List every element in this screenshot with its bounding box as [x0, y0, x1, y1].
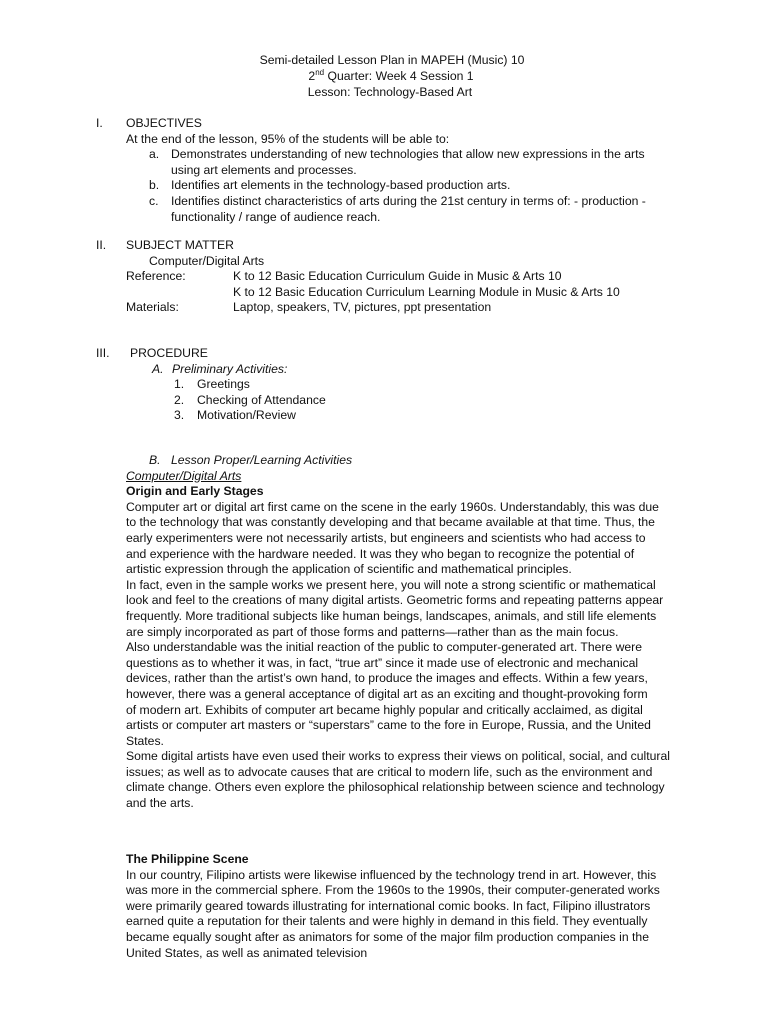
- topic-heading: Computer/Digital Arts: [126, 468, 242, 483]
- section-numeral: III.: [96, 346, 110, 360]
- list-item: b. Identifies art elements in the technology-based production arts.: [149, 178, 511, 193]
- objectives-intro: At the end of the lesson, 95% of the students will be able to:: [126, 131, 450, 146]
- list-item: 2. Checking of Attendance: [174, 392, 326, 407]
- subsection-title: Lesson Proper/Learning Activities: [171, 453, 353, 467]
- materials-label: Materials:: [126, 300, 179, 315]
- subsection-marker: A.: [152, 361, 164, 376]
- objectives-section: [0, 116, 768, 225]
- procedure-section: [0, 346, 768, 424]
- list-item: c. Identifies distinct characteristics of arts during the 21st century in terms of: - production - functionality / range of audience reach.: [149, 193, 646, 224]
- lesson-proper-section: [0, 453, 768, 812]
- origin-body: [126, 500, 674, 812]
- reference-label: Reference:: [126, 269, 186, 284]
- section-numeral: II.: [96, 238, 107, 252]
- ordinal-suffix: nd: [315, 67, 325, 77]
- lesson-plan-title: Semi-detailed Lesson Plan in MAPEH (Music) 10: [259, 53, 525, 67]
- paragraph: Some digital artists have even used their works to express their views on political, social, and cultural issues; as well as to advocate causes that are critical to modern life, such as the environment and climate change. Others even explore the philosophical relationship between science and technology and the arts.: [126, 749, 670, 811]
- lesson-line: Lesson: Technology-Based Art: [307, 85, 473, 99]
- philippine-heading: The Philippine Scene: [126, 852, 249, 866]
- origin-heading: Origin and Early Stages: [126, 484, 264, 499]
- document-header: [0, 53, 768, 101]
- paragraph: Computer art or digital art first came on the scene in the early 1960s. Understandably, this was due to the technology that was constantly developing and that became available at that time. Thus, the early experimenters were not necessarily artists, but engineers and scientists who had access to and experience with the hardware needed. It was they who began to recognize the potential of artistic expression through the application of scientific and mathematical principles.: [126, 499, 659, 577]
- subject-matter-section: [0, 238, 768, 316]
- paragraph: Also understandable was the initial reaction of the public to computer-generated art. There were questions as to whether it was, in fact, “true art” since it made use of electronic and mechanical devices, rather than the artist’s own hand, to produce the images and effects. Within a few years, however, there was a general acceptance of digital art as an exciting and thought-provoking form of modern art. Exhibits of computer art became highly popular and critically acclaimed, as digital artists or computer art masters or “superstars” came to the fore in Europe, Russia, and the United States.: [126, 640, 651, 748]
- paragraph: In our country, Filipino artists were likewise influenced by the technology trend in art. However, this was more in the commercial sphere. From the 1960s to the 1990s, their computer-generated works were primarily geared towards illustrating for international comic books. In fact, Filipino illustrators earned quite a reputation for their talents and were highly in demand in this field. They eventually became equally sought after as animators for some of the major film production companies in the United States, as well as animated television: [126, 867, 660, 960]
- section-title: SUBJECT MATTER: [126, 238, 234, 252]
- philippine-section: [0, 852, 768, 961]
- section-title: OBJECTIVES: [126, 116, 202, 130]
- list-item: a. Demonstrates understanding of new technologies that allow new expressions in the arts using art elements and processes.: [149, 147, 645, 177]
- subject-topic: Computer/Digital Arts: [149, 253, 265, 268]
- section-numeral: I.: [96, 116, 103, 130]
- subsection-marker: B.: [149, 453, 161, 467]
- list-item: 3. Motivation/Review: [174, 408, 296, 423]
- reference-value: K to 12 Basic Education Curriculum Guide in Music & Arts 10: [233, 269, 562, 284]
- paragraph: In fact, even in the sample works we present here, you will note a strong scientific or mathematical look and feel to the creations of many digital artists. Geometric forms and repeating patterns appear frequently. More traditional subjects like human beings, landscapes, animals, and still life elements are simply incorporated as part of those forms and patterns—rather than as the main focus.: [126, 577, 664, 639]
- reference-value: K to 12 Basic Education Curriculum Learning Module in Music & Arts 10: [233, 284, 620, 299]
- subsection-title: Preliminary Activities:: [172, 361, 288, 376]
- quarter-line: 2nd Quarter: Week 4 Session 1: [308, 67, 474, 83]
- list-item: 1. Greetings: [174, 377, 250, 392]
- section-title: PROCEDURE: [130, 346, 208, 360]
- materials-value: Laptop, speakers, TV, pictures, ppt presentation: [233, 300, 492, 315]
